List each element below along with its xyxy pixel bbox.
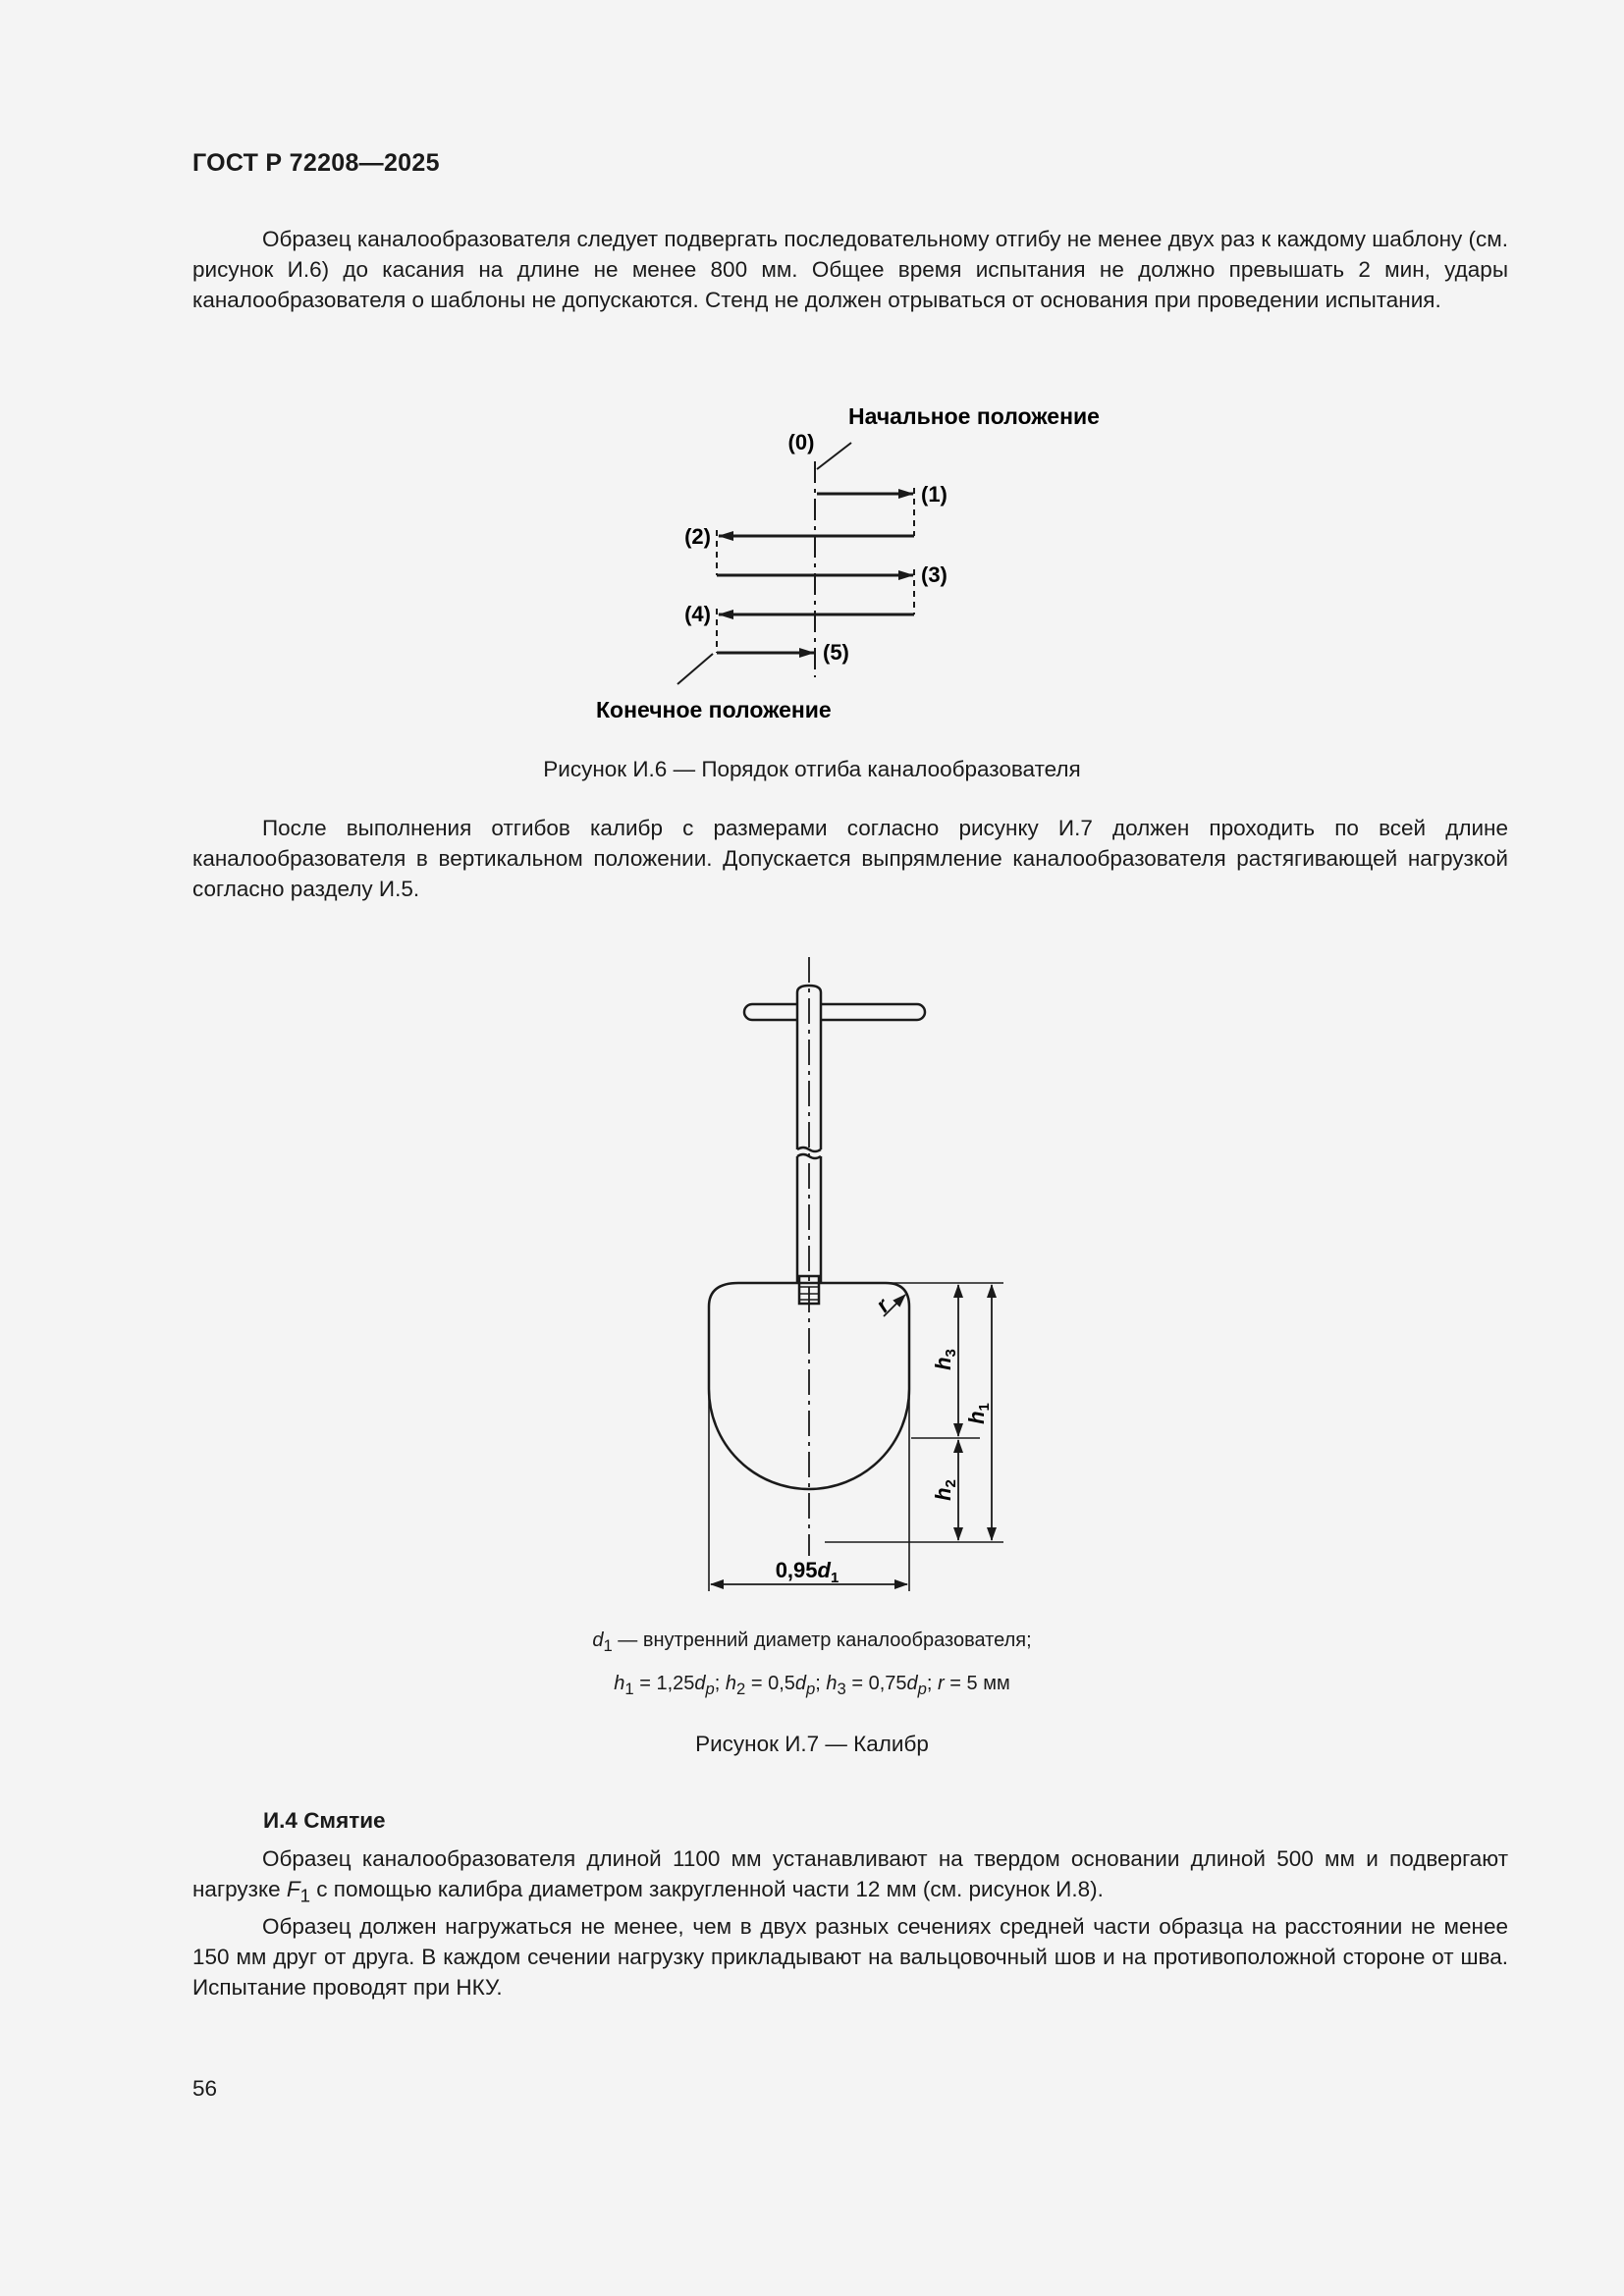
section-i4-title: И.4 Смятие — [263, 1808, 386, 1833]
dim-h1-label: $h_1$ — [964, 1403, 993, 1424]
dim-h3-label: $h_3$ — [931, 1349, 959, 1370]
middle-paragraph — [192, 813, 1508, 904]
section-i4-body — [192, 1843, 1508, 2002]
middle-text: После выполнения отгибов калибр с размерами согласно рисунку И.7 должен проходить по всей длине каналообразователя в вертикальном положении. Допускается выпрямление каналообразователя растягивающей нагрузкой согласно разделу И.5. — [192, 816, 1508, 901]
step-label-4: (4) — [684, 602, 711, 626]
step-label-5: (5) — [823, 640, 849, 665]
section-i4-paragraph-2: Образец должен нагружаться не менее, чем в двух разных сечениях средней части образца на расстоянии не менее 150 мм друг от друга. В каждом сечении нагрузку прикладывают на вальцовочный шов и на противоположной стороне от шва. Испытание проводят при НКУ. — [192, 1913, 1508, 2000]
figure-i7-caption: Рисунок И.7 — Калибр — [695, 1732, 929, 1756]
step-label-3: (3) — [921, 562, 947, 587]
page-number: 56 — [192, 2076, 218, 2101]
start-position-label: Начальное положение — [848, 403, 1100, 429]
legend-formula: $h_1 = 1,25d_p$; $h_2 = 0,5d_p$; $h_3 = 0,75d_p$; r = 5 мм — [614, 1673, 1010, 1698]
figure-i6-caption: Рисунок И.6 — Порядок отгиба каналообразователя — [543, 757, 1081, 781]
figure-bending-order — [569, 393, 1159, 736]
step-label-2: (2) — [684, 524, 711, 549]
start-leader-line — [817, 443, 851, 469]
dim-h2-label: $h_2$ — [931, 1479, 959, 1501]
legend-d1: $d_1$ — внутренний диаметр каналообразователя; — [592, 1629, 1032, 1655]
figure-gauge — [687, 957, 1041, 1605]
document-header: ГОСТ Р 72208—2025 — [192, 149, 440, 177]
end-position-label: Конечное положение — [596, 697, 832, 722]
intro-paragraph — [192, 224, 1508, 315]
intro-text: Образец каналообразователя следует подвергать последовательному отгибу не менее двух раз к каждому шаблону (см. рисунок И.6) до касания на длине не менее 800 мм. Общее время испытания не должно превышать 2 мин, удары каналообразователя о шаблоны не допускаются. Стенд не должен отрываться от основания при проведении испытания. — [192, 227, 1508, 312]
handle-crossbar — [744, 1004, 925, 1020]
step-label-1: (1) — [921, 482, 947, 507]
end-leader-line — [677, 654, 713, 684]
section-i4-paragraph-1: Образец каналообразователя длиной 1100 мм устанавливают на твердом основании длиной 500 мм и подвергают нагрузке $F_1$ с помощью калибра диаметром закругленной части 12 мм (см. рисунок И.8). — [192, 1846, 1508, 1906]
step-label-0: (0) — [787, 430, 815, 454]
dim-width-label: $0,95d_1$ — [775, 1558, 839, 1586]
dim-radius-label: r — [870, 1293, 894, 1317]
